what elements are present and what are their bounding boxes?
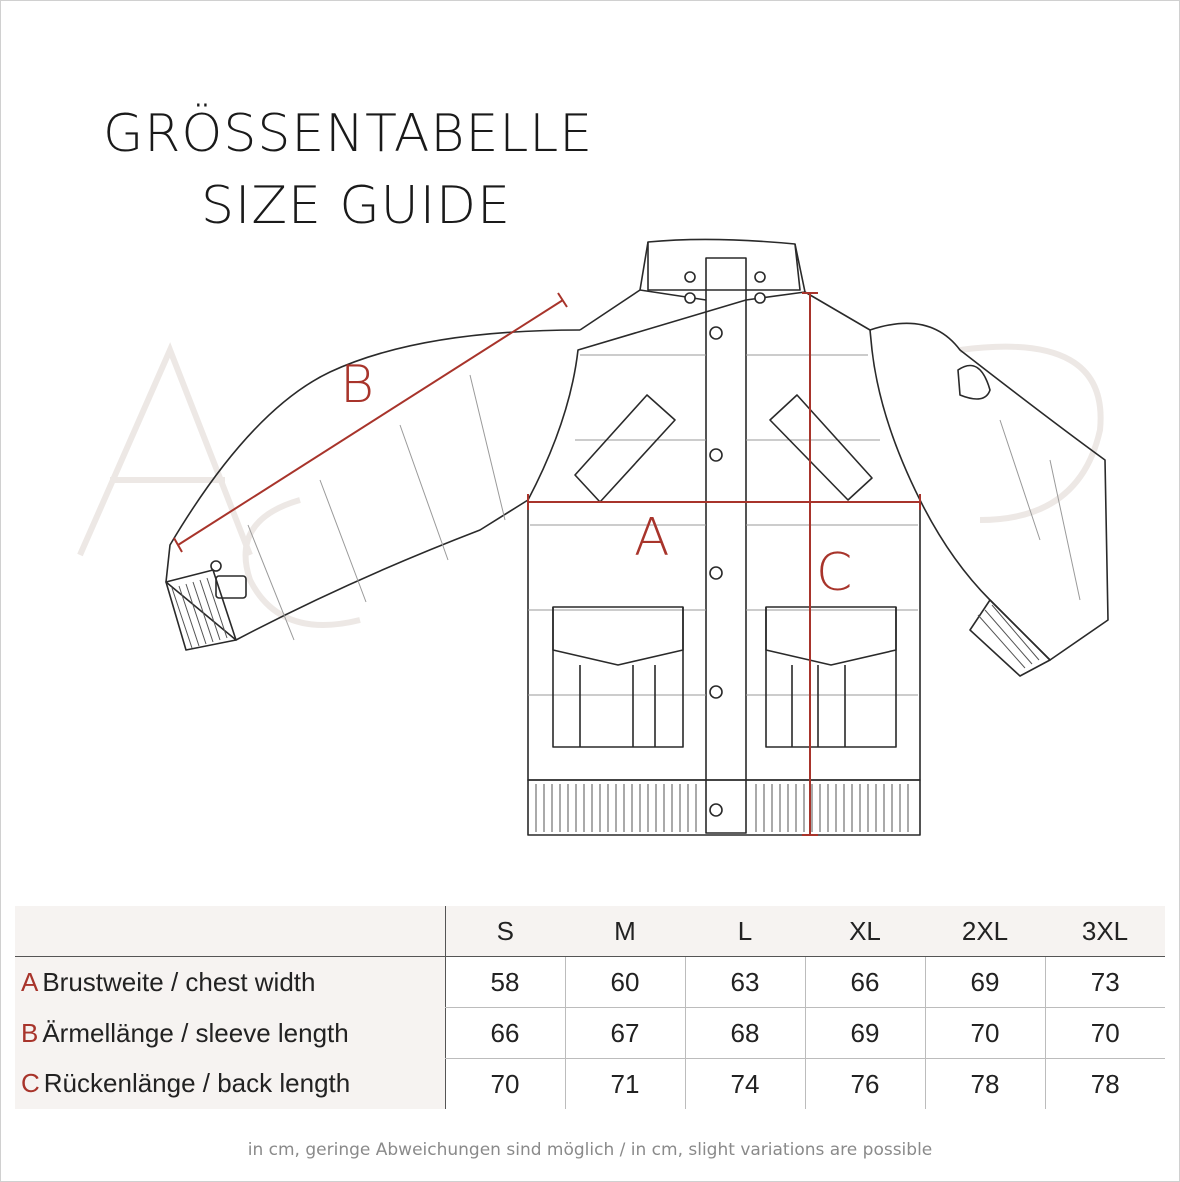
table-cell: 69 xyxy=(925,957,1045,1008)
page-title-german: GRÖSSENTABELLE xyxy=(103,104,594,164)
measurement-lines xyxy=(174,293,920,835)
table-cell: 58 xyxy=(445,957,565,1008)
collar xyxy=(648,239,800,290)
table-row xyxy=(15,1059,1165,1110)
chest-flap-left xyxy=(575,395,675,502)
table-corner xyxy=(15,906,445,957)
jacket-illustration xyxy=(0,230,1180,850)
table-cell: 78 xyxy=(925,1059,1045,1110)
table-cell: 60 xyxy=(565,957,685,1008)
table-cell: 67 xyxy=(565,1008,685,1059)
table-row xyxy=(15,957,1165,1008)
size-header: 3XL xyxy=(1045,906,1165,957)
row-label xyxy=(15,1059,445,1110)
waistband xyxy=(528,780,920,835)
row-label-text: Ärmellänge / sleeve length xyxy=(42,1017,349,1048)
footnote: in cm, geringe Abweichungen sind möglich / in cm, slight variations are possible xyxy=(247,1140,933,1160)
table-cell: 73 xyxy=(1045,957,1165,1008)
table-cell: 63 xyxy=(685,957,805,1008)
measure-label-a: A xyxy=(634,508,670,568)
size-header-row xyxy=(15,906,1165,957)
row-label xyxy=(15,957,445,1008)
placket xyxy=(706,258,746,833)
row-label xyxy=(15,1008,445,1059)
size-header: XL xyxy=(805,906,925,957)
table-cell: 69 xyxy=(805,1008,925,1059)
size-header: M xyxy=(565,906,685,957)
row-letter: A xyxy=(21,966,39,997)
size-header: S xyxy=(445,906,565,957)
table-cell: 70 xyxy=(445,1059,565,1110)
watermark-logo xyxy=(80,347,1101,625)
page-title-english: SIZE GUIDE xyxy=(201,176,511,236)
table-cell: 70 xyxy=(1045,1008,1165,1059)
row-label-text: Rückenlänge / back length xyxy=(43,1068,351,1099)
chest-flap-right xyxy=(770,395,872,500)
measure-label-c: C xyxy=(816,543,853,603)
buttons xyxy=(685,272,765,816)
row-label-text: Brustweite / chest width xyxy=(42,966,316,997)
table-cell: 70 xyxy=(925,1008,1045,1059)
measure-label-b: B xyxy=(340,355,375,415)
table-cell: 66 xyxy=(805,957,925,1008)
table-cell: 78 xyxy=(1045,1059,1165,1110)
table-cell: 66 xyxy=(445,1008,565,1059)
row-letter: C xyxy=(21,1068,40,1099)
size-header: 2XL xyxy=(925,906,1045,957)
size-table xyxy=(15,906,1165,1109)
table-cell: 74 xyxy=(685,1059,805,1110)
size-header: L xyxy=(685,906,805,957)
measure-line-b xyxy=(178,300,563,545)
table-cell: 71 xyxy=(565,1059,685,1110)
pocket-left xyxy=(553,607,683,747)
row-letter: B xyxy=(21,1017,39,1048)
table-row xyxy=(15,1008,1165,1059)
pocket-right xyxy=(766,607,896,747)
jacket-body xyxy=(528,290,920,780)
table-cell: 76 xyxy=(805,1059,925,1110)
table-cell: 68 xyxy=(685,1008,805,1059)
